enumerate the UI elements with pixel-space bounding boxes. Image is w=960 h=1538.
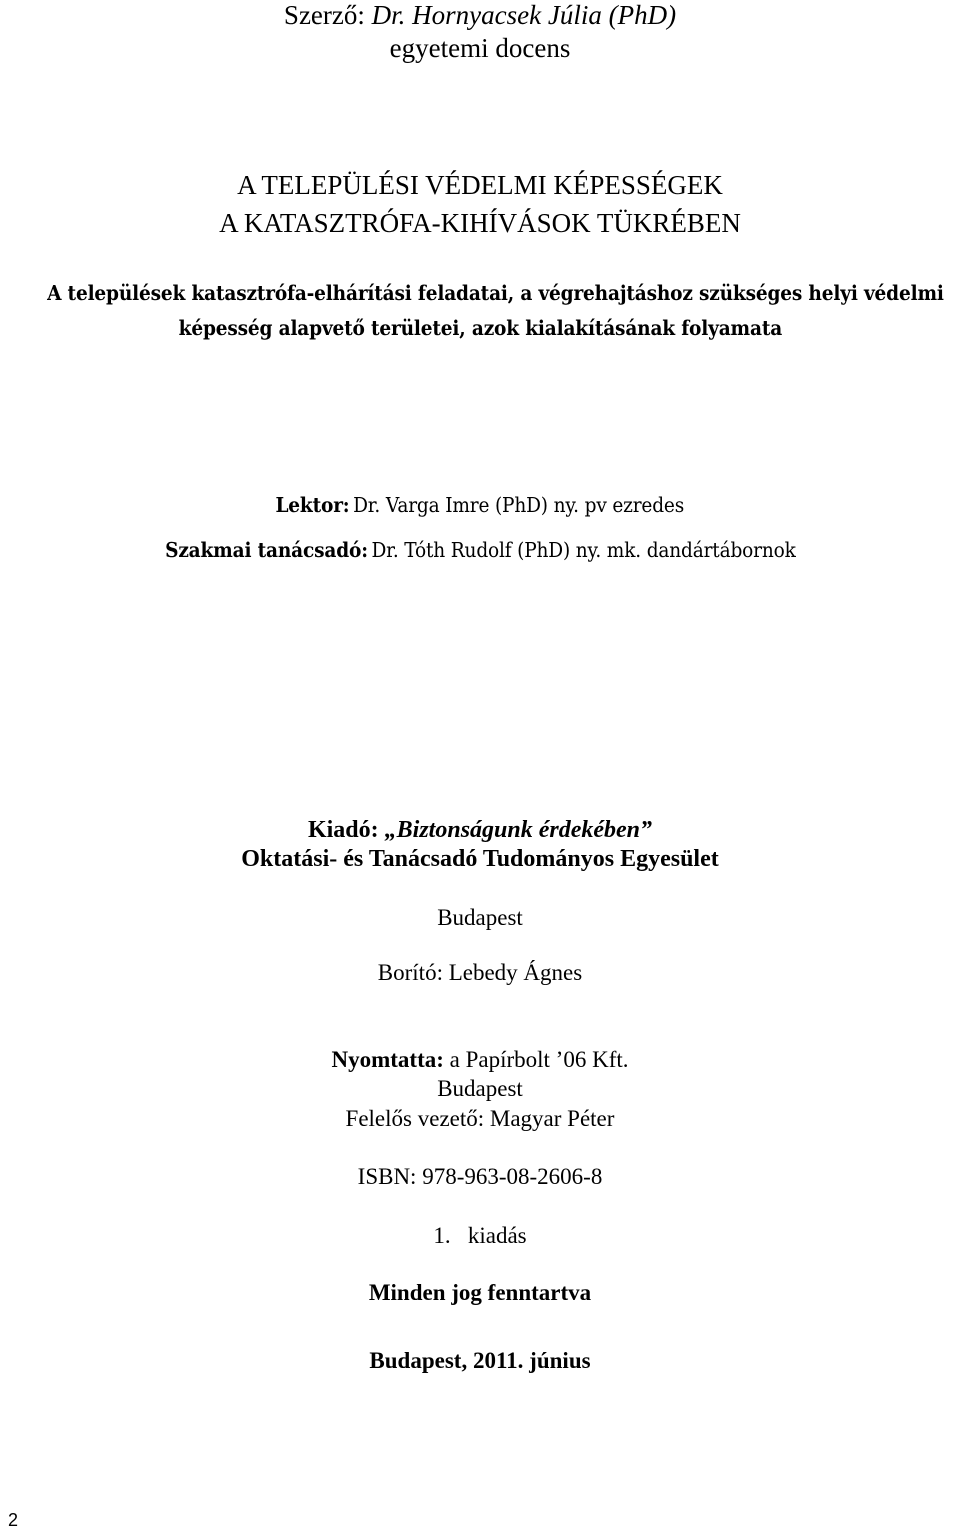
- author-label: Szerző:: [283, 0, 365, 30]
- author-line: [0, 0, 960, 31]
- subtitle-line2-text: képesség alapvető területei, azok kialakításának folyamata: [178, 316, 782, 340]
- subtitle-line2: [0, 316, 960, 340]
- lektor-line: [0, 493, 960, 517]
- edition: 1. kiadás: [433, 1223, 527, 1248]
- main-title-line1: A TELEPÜLÉSI VÉDELMI KÉPESSÉGEK: [237, 170, 723, 200]
- author-name: Dr. Hornyacsek Júlia (PhD): [371, 0, 677, 30]
- subtitle-line1-text: A települések katasztrófa-elhárítási feladatai, a végrehajtáshoz szükséges helyi védelmi: [47, 281, 944, 305]
- lektor-label: Lektor:: [275, 493, 350, 517]
- publisher-org: Oktatási- és Tanácsadó Tudományos Egyesület: [241, 846, 719, 872]
- publisher-label: Kiadó:: [307, 817, 379, 843]
- publisher-city: Budapest: [437, 905, 523, 930]
- subtitle-line1: [0, 281, 960, 305]
- publisher-line: [0, 817, 960, 844]
- lektor-name: Dr. Varga Imre (PhD) ny. pv ezredes: [353, 493, 685, 517]
- publisher-name: „Biztonságunk érdekében”: [384, 817, 653, 843]
- printer-line: [0, 1047, 960, 1073]
- page-number: 2: [8, 1510, 19, 1530]
- printer-label: Nyomtatta:: [331, 1047, 444, 1072]
- author-title: egyetemi docens: [389, 33, 571, 63]
- advisor-line: [0, 538, 960, 562]
- printer-city: Budapest: [437, 1076, 523, 1101]
- isbn: ISBN: 978-963-08-2606-8: [357, 1164, 603, 1189]
- advisor-label: Szakmai tanácsadó:: [164, 538, 368, 562]
- rights-notice: Minden jog fenntartva: [368, 1280, 592, 1305]
- advisor-name: Dr. Tóth Rudolf (PhD) ny. mk. dandártábornok: [371, 538, 796, 562]
- cover-credit: Borító: Lebedy Ágnes: [377, 960, 583, 985]
- publication-date: Budapest, 2011. június: [369, 1348, 591, 1373]
- printer-manager: Felelős vezető: Magyar Péter: [345, 1106, 615, 1131]
- printer-name: a Papírbolt ’06 Kft.: [449, 1047, 629, 1072]
- main-title-line2: A KATASZTRÓFA-KIHÍVÁSOK TÜKRÉBEN: [219, 208, 741, 238]
